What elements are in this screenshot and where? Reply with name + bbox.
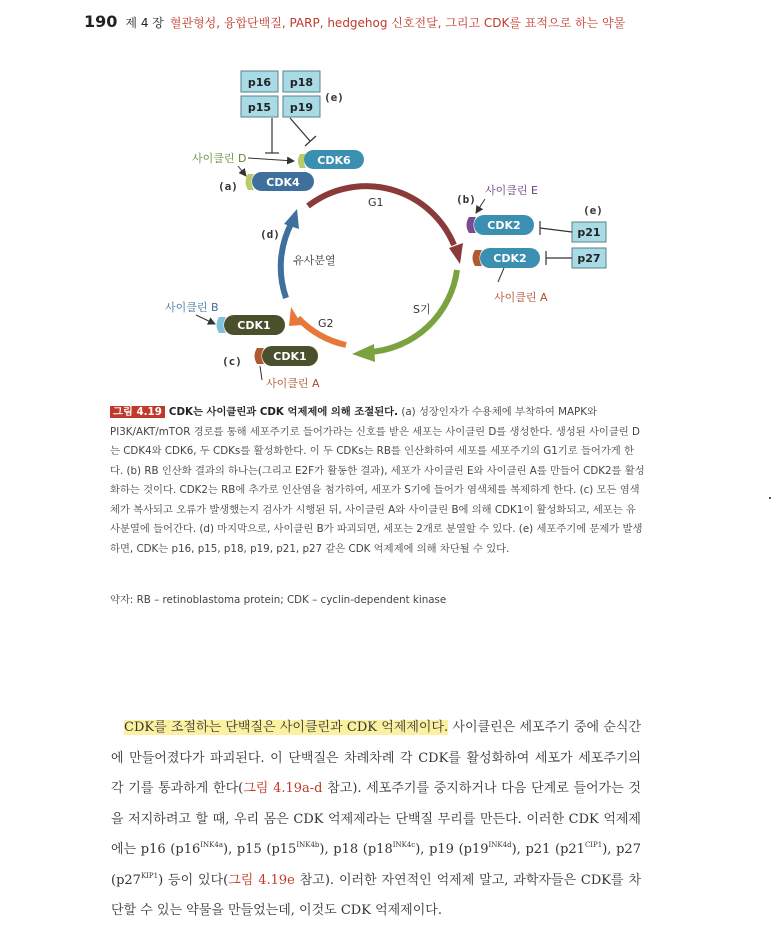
tag-a: (a) (218, 180, 238, 193)
inhibitor-box-p15 (241, 96, 278, 117)
arrow (260, 366, 262, 380)
figure-label: 그림 4.19 (110, 406, 165, 418)
inhibitor-box-p18 (283, 71, 320, 92)
cdk2-bottom-label: CDK2 (493, 252, 527, 265)
g1-arc (308, 186, 454, 245)
cdk1-top-label: CDK1 (237, 319, 271, 332)
inhibitor-label: p21 (577, 226, 601, 239)
inhibitor-box-p21 (572, 222, 606, 242)
figure-caption (110, 403, 645, 559)
arrow (476, 199, 485, 213)
cyclin-b-label: 사이클린 B (165, 301, 219, 314)
tag-b: (b) (456, 193, 476, 206)
superscript: CIP1 (584, 841, 603, 849)
cyclin-d-label: 사이클린 D (192, 152, 247, 165)
body-text: ), p27 (p27 (111, 842, 641, 888)
phase-m-label: 유사분열 (293, 254, 336, 267)
cdk6-label: CDK6 (317, 154, 351, 167)
superscript: INK4c (392, 841, 416, 849)
cell-cycle-diagram (0, 55, 771, 400)
body-text: ), p21 (p21 (511, 842, 585, 857)
body-text: ), p19 (p19 (415, 842, 489, 857)
body-text: ) 등이 있다( (158, 872, 229, 888)
chapter-title: 혈관형성, 융합단백질, PARP, hedgehog 신호전달, 그리고 CDK를 표적으로 하는 약물 (169, 16, 626, 30)
inhibitor-label: p27 (577, 252, 601, 265)
tag-c: (c) (222, 355, 242, 368)
superscript: INK4a (200, 841, 223, 849)
page-number: 190 (84, 12, 118, 31)
m-arc (281, 222, 292, 298)
tag-e-top: (e) (324, 91, 344, 104)
inhibition-line (540, 221, 572, 265)
cdk2-top-label: CDK2 (487, 219, 521, 232)
cdk1-bottom-label: CDK1 (273, 350, 307, 363)
cyclin-a-bottom-label: 사이클린 A (266, 377, 320, 390)
arrow (196, 315, 215, 324)
body-text: ), p18 (p18 (319, 842, 393, 857)
s-arrowhead (352, 344, 375, 362)
phase-g1-label: G1 (368, 196, 384, 209)
inhibitor-label: p15 (247, 101, 272, 114)
tag-e-right: (e) (583, 204, 603, 217)
arrow (238, 166, 246, 176)
arrow (248, 158, 294, 161)
abbreviations: 약자: RB – retinoblastoma protein; CDK – cyclin-dependent kinase (110, 594, 447, 606)
superscript: KIP1 (140, 871, 159, 880)
phase-g2-label: G2 (318, 317, 334, 330)
highlighted-sentence: CDK를 조절하는 단백질은 사이클린과 CDK 억제제이다. (124, 720, 449, 735)
caption-text: (a) 성장인자가 수용체에 부착하여 MAPK와 PI3K/AKT/mTOR 경로를 통해 세포주기로 들어가라는 신호를 받은 세포는 사이클린 D를 생성한다. 생성된 사이클린 D는 CDK4와 CDK6, 두 CDKs를 활성화한다. 이 두 CDKs는 RB를 인산화하여 세포를 세포주기의 G1기로 들어가게 한다. (b) RB 인산화 결과의 하나는(그리고 E2F가 활동한 결과), 세포가 사이클린 E와 사이클린 A를 만들어 CDK2를 활성화하는 것이다. CDK2는 RB에 추가로 인산염을 첨가하여, 세포가 S기에 들어가 염색체를 복제하게 한다. (c) 모든 염색체가 복사되고 오류가 발생했는지 검사가 시행된 뒤, 사이클린 A와 사이클린 B에 의해 CDK1이 활성화되고, 세포는 유사분열에 들어간다. (d) 마지막으로, 사이클린 B가 파괴되면, 세포는 2개로 분열할 수 있다. (e) 세포주기에 문제가 발생하면, CDK는 p16, p15, p18, p19, p21, p27 같은 CDK 억제제에 의해 차단될 수 있다. (110, 406, 645, 555)
m-arrowhead (284, 209, 299, 229)
inhibitor-label: p19 (289, 101, 314, 114)
body-text: ), p15 (p15 (223, 842, 297, 857)
body-paragraph (111, 713, 641, 927)
superscript: INK4b (296, 841, 320, 849)
tag-d: (d) (260, 228, 280, 241)
inhibition-line (265, 118, 316, 153)
superscript: INK4d (488, 841, 512, 849)
page-header (84, 12, 625, 34)
cdk4-label: CDK4 (266, 176, 300, 189)
cyclin-a-right-label: 사이클린 A (494, 291, 548, 304)
inhibitor-box-p19 (283, 96, 320, 117)
chapter-number: 제 4 장 (125, 16, 164, 30)
cyclin-e-label: 사이클린 E (485, 184, 538, 197)
body-text: 참고). 세포주기를 중지하거나 다음 단계로 들어가는 것을 저지하려고 할 때, 우리 몸은 CDK 억제제라는 단백질 무리를 만든다. 이러한 CDK 억제제에는 p16 (p16 (111, 781, 641, 857)
figure-reference[interactable]: 그림 4.19e (228, 872, 295, 888)
g1-arrowhead (449, 243, 463, 264)
body-text: 참고). 이러한 자연적인 억제제 말고, 과학자들은 CDK를 차단할 수 있는 약물을 만들었는데, 이것도 CDK 억제제이다. (111, 872, 642, 918)
inhibitor-label: p18 (289, 76, 314, 89)
figure-reference[interactable]: 그림 4.19a-d (243, 781, 323, 796)
inhibitor-box-p27 (572, 248, 606, 268)
inhibitor-label: p16 (247, 76, 272, 89)
figure-title: CDK는 사이클린과 CDK 억제제에 의해 조절된다. (168, 406, 399, 418)
phase-s-label: S기 (413, 303, 431, 316)
body-text: 사이클린은 세포주기 중에 순식간에 만들어졌다가 파괴된다. 이 단백질은 차례차례 각 CDK를 활성화하여 세포가 세포주기의 각 기를 통과하게 한다( (111, 720, 641, 796)
arrow (498, 268, 504, 282)
inhibitor-box-p16 (241, 71, 278, 92)
